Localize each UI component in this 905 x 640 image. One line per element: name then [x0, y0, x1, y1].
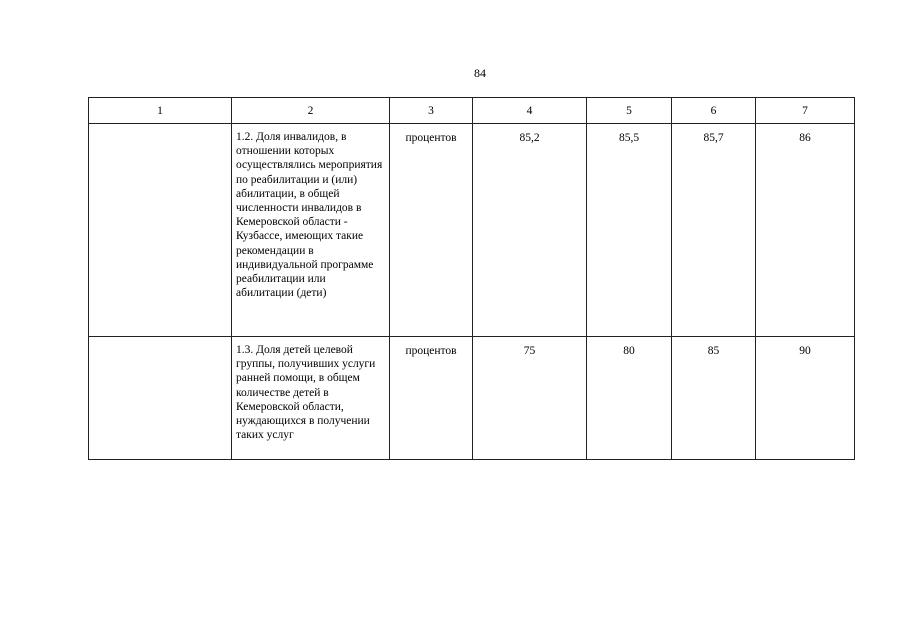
- table-row: [89, 124, 855, 337]
- column-header: 5: [587, 98, 672, 124]
- column-header: 3: [390, 98, 473, 124]
- indicator-name-cell: 1.3. Доля детей целевой группы, получивших услуги ранней помощи, в общем количестве детей в Кемеровской области, нуждающихся в получении таких услуг: [232, 337, 390, 460]
- indicators-table: [88, 97, 855, 460]
- value-cell: 85: [672, 337, 756, 460]
- row-code-cell: [89, 337, 232, 460]
- row-code-cell: [89, 124, 232, 337]
- column-header: 6: [672, 98, 756, 124]
- unit-cell: процентов: [390, 337, 473, 460]
- value-cell: 85,5: [587, 124, 672, 337]
- value-cell: 85,7: [672, 124, 756, 337]
- page-number: 84: [474, 66, 486, 80]
- column-header: 4: [473, 98, 587, 124]
- column-header: 1: [89, 98, 232, 124]
- indicator-name-cell: 1.2. Доля инвалидов, в отношении которых осуществлялись мероприятия по реабилитации и (или) абилитации, в общей численности инвалидов в Кемеровской области - Кузбассе, имеющих такие рекомендации в индивидуальной программе реабилитации или абилитации (дети): [232, 124, 390, 337]
- column-header: 2: [232, 98, 390, 124]
- value-cell: 75: [473, 337, 587, 460]
- value-cell: 80: [587, 337, 672, 460]
- value-cell: 86: [756, 124, 855, 337]
- table-header-row: [89, 98, 855, 124]
- column-header: 7: [756, 98, 855, 124]
- unit-cell: процентов: [390, 124, 473, 337]
- value-cell: 90: [756, 337, 855, 460]
- value-cell: 85,2: [473, 124, 587, 337]
- table-row: [89, 337, 855, 460]
